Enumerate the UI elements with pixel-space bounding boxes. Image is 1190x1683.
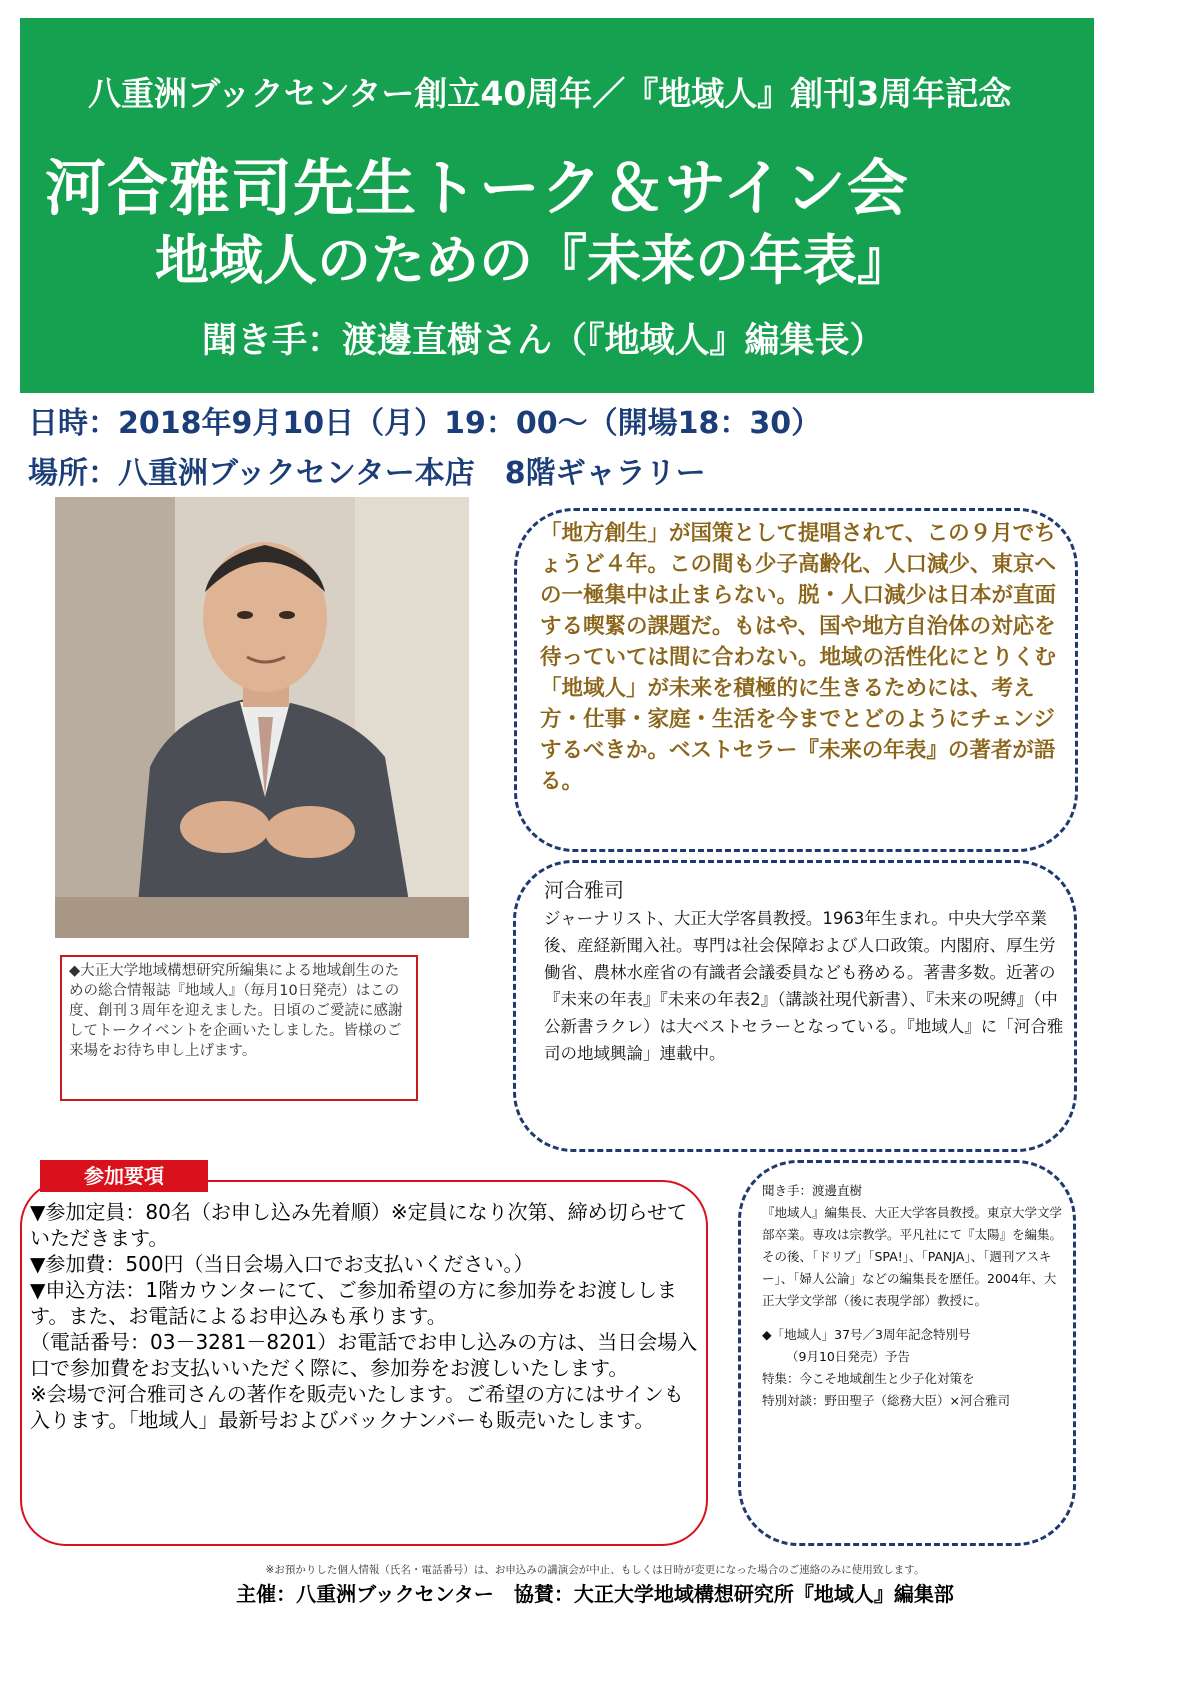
sales-text: ※会場で河合雅司さんの著作を販売いたします。ご希望の方にはサインも入ります。「地域人」最新号およびバックナンバーも販売いたします。: [30, 1382, 684, 1432]
speaker-photo: [55, 497, 469, 938]
photo-caption: ◆大正大学地域構想研究所編集による地域創生のための総合情報誌『地域人』（毎月10日発売）はこの度、創刊３周年を迎えました。日頃のご愛読に感謝してトークイベントを企画いたしました。皆様のご来場をお待ち申し上げます。: [60, 955, 418, 1101]
event-subtitle: 八重洲ブックセンター創立40周年／『地域人』創刊3周年記念: [88, 74, 1012, 113]
event-interviewer: 聞き手：渡邊直樹さん（『地域人』編集長）: [202, 321, 885, 361]
event-venue: 場所：八重洲ブックセンター本店 8階ギャラリー: [28, 456, 706, 491]
interviewer-bio: 『地域人』編集長、大正大学客員教授。東京大学文学部卒業。専攻は宗教学。平凡社にて『太陽』を編集。その後、「ドリブ」「SPA!」、「PANJA」、「週刊アスキー」、「婦人公論」などの編集長を歴任。2004年、大正大学文学部（後に表現学部）教授に。: [762, 1205, 1063, 1308]
privacy-note: ※お預かりした個人情報（氏名・電話番号）は、お申込みの講演会が中止、もしくは日時が変更になった場合のご連絡のみに使用致します。: [265, 1564, 925, 1576]
event-theme: 地域人のための『未来の年表』: [155, 229, 911, 292]
phone-text: （電話番号：03－3281－8201）お電話でお申し込みの方は、当日会場入口で参加費をお支払いいただく際に、参加券をお渡しいたします。: [30, 1330, 698, 1380]
organizer-credit: 主催：八重洲ブックセンター 協賛：大正大学地域構想研究所『地域人』編集部: [236, 1582, 954, 1606]
issue-dialogue: 特別対談：野田聖子（総務大臣）×河合雅司: [762, 1393, 1010, 1408]
lead-text: 「地方創生」が国策として提唱されて、この９月でちょうど４年。この間も少子高齢化、人口減少、東京への一極集中は止まらない。脱・人口減少は日本が直面する喫緊の課題だ。もはや、国や地方自治体の対応を待っていては間に合わない。地域の活性化にとりくむ「地域人」が未来を積極的に生きるためには、考え方・仕事・家庭・生活を今までとどのようにチェンジするべきか。ベストセラー『未来の年表』の著者が語る。: [540, 521, 1057, 794]
method-text: ▼申込方法：1階カウンターにて、ご参加希望の方に参加券をお渡しします。また、お電話によるお申込みも承ります。: [30, 1278, 677, 1328]
issue-title: ◆「地域人」37号／3周年記念特別号: [762, 1327, 971, 1342]
issue-feature: 特集：今こそ地域創生と少子化対策を: [762, 1371, 975, 1386]
capacity-text: ▼参加定員：80名（お申し込み先着順）※定員になり次第、締め切らせていただきます。: [30, 1200, 687, 1250]
interviewer-profile: [762, 1180, 1062, 1412]
event-date: 日時：2018年9月10日（月）19：00～（開場18：30）: [28, 406, 822, 441]
speaker-bio: ジャーナリスト、大正大学客員教授。1963年生まれ。中央大学卒業後、産経新聞入社。専門は社会保障および人口政策。内閣府、厚生労働省、農林水産省の有識者会議委員なども務める。著書多数。近著の『未来の年表』『未来の年表2』（講談社現代新書）、『未来の呪縛』（中公新書ラクレ）は大ベストセラーとなっている。『地域人』に「河合雅司の地域興論」連載中。: [544, 909, 1064, 1063]
application-details: [30, 1199, 698, 1433]
issue-date: （9月10日発売）予告: [786, 1349, 910, 1364]
application-tab: 参加要項: [40, 1160, 208, 1192]
header-banner: [20, 18, 1094, 393]
speaker-name: 河合雅司: [544, 878, 624, 902]
fee-text: ▼参加費：500円（当日会場入口でお支払いください。）: [30, 1252, 534, 1276]
interviewer-heading: 聞き手：渡邊直樹: [762, 1183, 863, 1198]
event-title: 河合雅司先生トーク＆サイン会: [45, 153, 909, 224]
